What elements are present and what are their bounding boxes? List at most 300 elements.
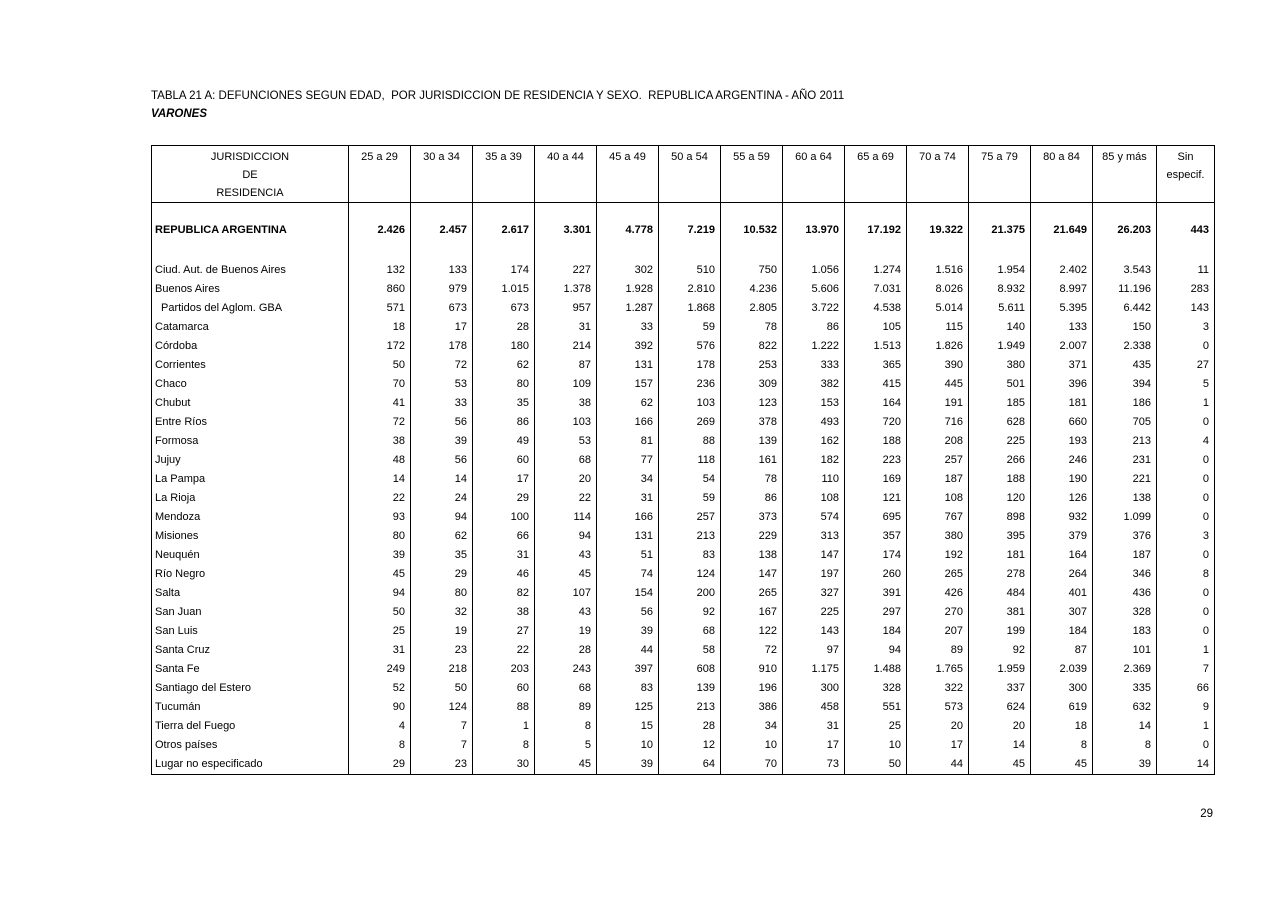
cell-value: 92 <box>969 641 1031 660</box>
cell-value: 94 <box>411 508 473 527</box>
header-row <box>152 146 1215 203</box>
cell-value: 218 <box>411 660 473 679</box>
cell-value: 93 <box>349 508 411 527</box>
cell-value: 6.442 <box>1093 299 1157 318</box>
cell-value: 200 <box>659 584 721 603</box>
cell-value: 143 <box>1157 299 1215 318</box>
cell-value: 17 <box>411 318 473 337</box>
cell-value: 28 <box>535 641 597 660</box>
cell-value: 5.395 <box>1031 299 1093 318</box>
row-label: La Pampa <box>152 470 349 489</box>
cell-value: 33 <box>411 394 473 413</box>
cell-value: 767 <box>907 508 969 527</box>
cell-value: 14 <box>349 470 411 489</box>
cell-value: 269 <box>659 413 721 432</box>
row-label: San Juan <box>152 603 349 622</box>
cell-value: 164 <box>845 394 907 413</box>
cell-value: 0 <box>1157 546 1215 565</box>
cell-value: 139 <box>721 432 783 451</box>
cell-value: 108 <box>907 489 969 508</box>
row-label: Buenos Aires <box>152 280 349 299</box>
cell-value: 0 <box>1157 622 1215 641</box>
table-row <box>152 451 1215 470</box>
cell-value: 395 <box>969 527 1031 546</box>
cell-value: 166 <box>597 413 659 432</box>
cell-value: 9 <box>1157 698 1215 717</box>
cell-value: 89 <box>907 641 969 660</box>
cell-value: 56 <box>597 603 659 622</box>
header-age-75-a-79: 75 a 79 <box>969 146 1031 203</box>
cell-value: 199 <box>969 622 1031 641</box>
header-jurisdiccion <box>152 146 349 203</box>
header-age-55-a-59: 55 a 59 <box>721 146 783 203</box>
cell-value: 88 <box>659 432 721 451</box>
cell-value: 70 <box>349 375 411 394</box>
cell-value: 1.513 <box>845 337 907 356</box>
cell-value: 576 <box>659 337 721 356</box>
cell-value: 2.039 <box>1031 660 1093 679</box>
cell-value: 1 <box>1157 394 1215 413</box>
cell-value: 73 <box>783 755 845 775</box>
spacer-cell <box>969 243 1031 261</box>
header-age-65-a-69: 65 a 69 <box>845 146 907 203</box>
cell-value: 443 <box>1157 203 1215 243</box>
header-age-40-a-44: 40 a 44 <box>535 146 597 203</box>
cell-value: 34 <box>597 470 659 489</box>
cell-value: 39 <box>597 622 659 641</box>
cell-value: 191 <box>907 394 969 413</box>
row-label: Misiones <box>152 527 349 546</box>
cell-value: 35 <box>411 546 473 565</box>
cell-value: 376 <box>1093 527 1157 546</box>
cell-value: 1.099 <box>1093 508 1157 527</box>
cell-value: 86 <box>473 413 535 432</box>
cell-value: 390 <box>907 356 969 375</box>
cell-value: 253 <box>721 356 783 375</box>
cell-value: 307 <box>1031 603 1093 622</box>
cell-value: 72 <box>411 356 473 375</box>
cell-value: 56 <box>411 413 473 432</box>
cell-value: 34 <box>721 717 783 736</box>
row-label-total: REPUBLICA ARGENTINA <box>152 203 349 243</box>
table-row <box>152 508 1215 527</box>
table-row <box>152 489 1215 508</box>
defunciones-table <box>151 145 1215 775</box>
cell-value: 382 <box>783 375 845 394</box>
header-sin-especif-line: Sin <box>1177 151 1194 163</box>
cell-value: 1.516 <box>907 261 969 280</box>
cell-value: 107 <box>535 584 597 603</box>
cell-value: 51 <box>597 546 659 565</box>
cell-value: 8.932 <box>969 280 1031 299</box>
cell-value: 94 <box>349 584 411 603</box>
cell-value: 166 <box>597 508 659 527</box>
cell-value: 23 <box>411 641 473 660</box>
spacer-cell <box>473 243 535 261</box>
cell-value: 188 <box>845 432 907 451</box>
cell-value: 3 <box>1157 318 1215 337</box>
cell-value: 17 <box>783 736 845 755</box>
cell-value: 118 <box>659 451 721 470</box>
cell-value: 608 <box>659 660 721 679</box>
header-age-35-a-39: 35 a 39 <box>473 146 535 203</box>
row-label: Santiago del Estero <box>152 679 349 698</box>
cell-value: 60 <box>473 451 535 470</box>
cell-value: 3.722 <box>783 299 845 318</box>
cell-value: 1.056 <box>783 261 845 280</box>
cell-value: 190 <box>1031 470 1093 489</box>
cell-value: 436 <box>1093 584 1157 603</box>
cell-value: 131 <box>597 527 659 546</box>
cell-value: 122 <box>721 622 783 641</box>
row-label: Santa Cruz <box>152 641 349 660</box>
cell-value: 21.649 <box>1031 203 1093 243</box>
cell-value: 346 <box>1093 565 1157 584</box>
row-label: Tierra del Fuego <box>152 717 349 736</box>
cell-value: 100 <box>473 508 535 527</box>
cell-value: 70 <box>721 755 783 775</box>
row-label: Salta <box>152 584 349 603</box>
cell-value: 313 <box>783 527 845 546</box>
cell-value: 7 <box>1157 660 1215 679</box>
cell-value: 72 <box>721 641 783 660</box>
cell-value: 0 <box>1157 603 1215 622</box>
cell-value: 501 <box>969 375 1031 394</box>
cell-value: 184 <box>1031 622 1093 641</box>
row-label: Ciud. Aut. de Buenos Aires <box>152 261 349 280</box>
spacer-cell <box>535 243 597 261</box>
cell-value: 2.369 <box>1093 660 1157 679</box>
cell-value: 133 <box>1031 318 1093 337</box>
cell-value: 2.007 <box>1031 337 1093 356</box>
cell-value: 81 <box>597 432 659 451</box>
cell-value: 445 <box>907 375 969 394</box>
cell-value: 59 <box>659 318 721 337</box>
cell-value: 33 <box>597 318 659 337</box>
cell-value: 101 <box>1093 641 1157 660</box>
table-row <box>152 755 1215 775</box>
cell-value: 11.196 <box>1093 280 1157 299</box>
cell-value: 401 <box>1031 584 1093 603</box>
cell-value: 300 <box>1031 679 1093 698</box>
cell-value: 52 <box>349 679 411 698</box>
row-label: Jujuy <box>152 451 349 470</box>
cell-value: 278 <box>969 565 1031 584</box>
cell-value: 1.765 <box>907 660 969 679</box>
row-label: Entre Ríos <box>152 413 349 432</box>
cell-value: 2.805 <box>721 299 783 318</box>
cell-value: 396 <box>1031 375 1093 394</box>
cell-value: 573 <box>907 698 969 717</box>
cell-value: 11 <box>1157 261 1215 280</box>
cell-value: 213 <box>1093 432 1157 451</box>
cell-value: 380 <box>907 527 969 546</box>
table-row <box>152 679 1215 698</box>
cell-value: 266 <box>969 451 1031 470</box>
table-row <box>152 261 1215 280</box>
cell-value: 154 <box>597 584 659 603</box>
cell-value: 185 <box>969 394 1031 413</box>
cell-value: 264 <box>1031 565 1093 584</box>
cell-value: 628 <box>969 413 1031 432</box>
spacer-row <box>152 243 1215 261</box>
cell-value: 328 <box>845 679 907 698</box>
table-row <box>152 413 1215 432</box>
cell-value: 58 <box>659 641 721 660</box>
cell-value: 7.219 <box>659 203 721 243</box>
cell-value: 184 <box>845 622 907 641</box>
cell-value: 225 <box>969 432 1031 451</box>
cell-value: 7.031 <box>845 280 907 299</box>
cell-value: 90 <box>349 698 411 717</box>
cell-value: 236 <box>659 375 721 394</box>
table-row <box>152 698 1215 717</box>
cell-value: 391 <box>845 584 907 603</box>
header-age-80-a-84: 80 a 84 <box>1031 146 1093 203</box>
cell-value: 123 <box>721 394 783 413</box>
cell-value: 426 <box>907 584 969 603</box>
cell-value: 673 <box>473 299 535 318</box>
cell-value: 45 <box>535 755 597 775</box>
cell-value: 14 <box>969 736 1031 755</box>
cell-value: 7 <box>411 736 473 755</box>
cell-value: 910 <box>721 660 783 679</box>
cell-value: 38 <box>535 394 597 413</box>
cell-value: 4.538 <box>845 299 907 318</box>
cell-value: 44 <box>597 641 659 660</box>
cell-value: 260 <box>845 565 907 584</box>
cell-value: 0 <box>1157 413 1215 432</box>
table-row <box>152 736 1215 755</box>
cell-value: 60 <box>473 679 535 698</box>
cell-value: 17 <box>907 736 969 755</box>
cell-value: 197 <box>783 565 845 584</box>
cell-value: 45 <box>1031 755 1093 775</box>
cell-value: 283 <box>1157 280 1215 299</box>
table-row <box>152 375 1215 394</box>
header-age-85-y-más: 85 y más <box>1093 146 1157 203</box>
spacer-cell <box>349 243 411 261</box>
cell-value: 619 <box>1031 698 1093 717</box>
cell-value: 66 <box>473 527 535 546</box>
cell-value: 4.778 <box>597 203 659 243</box>
cell-value: 39 <box>1093 755 1157 775</box>
cell-value: 86 <box>783 318 845 337</box>
cell-value: 183 <box>1093 622 1157 641</box>
cell-value: 673 <box>411 299 473 318</box>
table-row <box>152 660 1215 679</box>
cell-value: 39 <box>597 755 659 775</box>
cell-value: 64 <box>659 755 721 775</box>
cell-value: 53 <box>411 375 473 394</box>
spacer-cell <box>907 243 969 261</box>
cell-value: 381 <box>969 603 1031 622</box>
cell-value: 265 <box>907 565 969 584</box>
cell-value: 5 <box>535 736 597 755</box>
cell-value: 22 <box>473 641 535 660</box>
cell-value: 932 <box>1031 508 1093 527</box>
cell-value: 38 <box>349 432 411 451</box>
cell-value: 8 <box>1157 565 1215 584</box>
cell-value: 89 <box>535 698 597 717</box>
cell-value: 50 <box>845 755 907 775</box>
cell-value: 50 <box>349 603 411 622</box>
cell-value: 178 <box>411 337 473 356</box>
table-row <box>152 337 1215 356</box>
cell-value: 125 <box>597 698 659 717</box>
cell-value: 108 <box>783 489 845 508</box>
cell-value: 8.997 <box>1031 280 1093 299</box>
cell-value: 97 <box>783 641 845 660</box>
cell-value: 493 <box>783 413 845 432</box>
cell-value: 31 <box>535 318 597 337</box>
cell-value: 48 <box>349 451 411 470</box>
cell-value: 0 <box>1157 470 1215 489</box>
cell-value: 192 <box>907 546 969 565</box>
cell-value: 35 <box>473 394 535 413</box>
cell-value: 203 <box>473 660 535 679</box>
table-row <box>152 584 1215 603</box>
row-label: Neuquén <box>152 546 349 565</box>
document-subtitle: VARONES <box>151 108 208 120</box>
row-label: Mendoza <box>152 508 349 527</box>
cell-value: 24 <box>411 489 473 508</box>
cell-value: 26.203 <box>1093 203 1157 243</box>
cell-value: 1 <box>1157 717 1215 736</box>
cell-value: 3.301 <box>535 203 597 243</box>
cell-value: 62 <box>411 527 473 546</box>
cell-value: 186 <box>1093 394 1157 413</box>
cell-value: 8 <box>1093 736 1157 755</box>
cell-value: 174 <box>845 546 907 565</box>
cell-value: 132 <box>349 261 411 280</box>
cell-value: 386 <box>721 698 783 717</box>
cell-value: 19 <box>535 622 597 641</box>
cell-value: 15 <box>597 717 659 736</box>
cell-value: 80 <box>411 584 473 603</box>
cell-value: 2.402 <box>1031 261 1093 280</box>
cell-value: 38 <box>473 603 535 622</box>
cell-value: 138 <box>1093 489 1157 508</box>
spacer-cell <box>1093 243 1157 261</box>
cell-value: 39 <box>349 546 411 565</box>
cell-value: 68 <box>535 451 597 470</box>
row-label: Santa Fe <box>152 660 349 679</box>
cell-value: 335 <box>1093 679 1157 698</box>
cell-value: 2.426 <box>349 203 411 243</box>
cell-value: 169 <box>845 470 907 489</box>
cell-value: 3.543 <box>1093 261 1157 280</box>
cell-value: 86 <box>721 489 783 508</box>
cell-value: 19 <box>411 622 473 641</box>
cell-value: 162 <box>783 432 845 451</box>
cell-value: 660 <box>1031 413 1093 432</box>
cell-value: 164 <box>1031 546 1093 565</box>
cell-value: 221 <box>1093 470 1157 489</box>
cell-value: 28 <box>659 717 721 736</box>
cell-value: 371 <box>1031 356 1093 375</box>
cell-value: 1.015 <box>473 280 535 299</box>
cell-value: 750 <box>721 261 783 280</box>
cell-value: 0 <box>1157 489 1215 508</box>
cell-value: 56 <box>411 451 473 470</box>
cell-value: 10.532 <box>721 203 783 243</box>
header-age-50-a-54: 50 a 54 <box>659 146 721 203</box>
cell-value: 167 <box>721 603 783 622</box>
cell-value: 143 <box>783 622 845 641</box>
table-row-total <box>152 203 1215 243</box>
row-label: Corrientes <box>152 356 349 375</box>
cell-value: 54 <box>659 470 721 489</box>
cell-value: 80 <box>473 375 535 394</box>
row-label: Chaco <box>152 375 349 394</box>
spacer-cell <box>411 243 473 261</box>
cell-value: 379 <box>1031 527 1093 546</box>
cell-value: 105 <box>845 318 907 337</box>
cell-value: 378 <box>721 413 783 432</box>
cell-value: 188 <box>969 470 1031 489</box>
cell-value: 14 <box>1157 755 1215 775</box>
cell-value: 1.954 <box>969 261 1031 280</box>
cell-value: 181 <box>969 546 1031 565</box>
row-label: Tucumán <box>152 698 349 717</box>
cell-value: 571 <box>349 299 411 318</box>
cell-value: 124 <box>659 565 721 584</box>
cell-value: 300 <box>783 679 845 698</box>
header-jurisdiccion-line: JURISDICCION <box>210 151 290 163</box>
table-row <box>152 622 1215 641</box>
cell-value: 1.378 <box>535 280 597 299</box>
cell-value: 1.488 <box>845 660 907 679</box>
cell-value: 957 <box>535 299 597 318</box>
cell-value: 5.014 <box>907 299 969 318</box>
cell-value: 7 <box>411 717 473 736</box>
header-age-25-a-29: 25 a 29 <box>349 146 411 203</box>
cell-value: 720 <box>845 413 907 432</box>
spacer-cell <box>659 243 721 261</box>
cell-value: 4 <box>1157 432 1215 451</box>
table-row <box>152 318 1215 337</box>
cell-value: 62 <box>473 356 535 375</box>
row-label: Partidos del Aglom. GBA <box>152 299 349 318</box>
cell-value: 27 <box>1157 356 1215 375</box>
cell-value: 22 <box>535 489 597 508</box>
cell-value: 50 <box>349 356 411 375</box>
cell-value: 243 <box>535 660 597 679</box>
cell-value: 695 <box>845 508 907 527</box>
header-age-30-a-34: 30 a 34 <box>411 146 473 203</box>
cell-value: 21.375 <box>969 203 1031 243</box>
spacer-cell <box>152 243 349 261</box>
cell-value: 822 <box>721 337 783 356</box>
cell-value: 18 <box>349 318 411 337</box>
cell-value: 121 <box>845 489 907 508</box>
cell-value: 265 <box>721 584 783 603</box>
cell-value: 1.274 <box>845 261 907 280</box>
cell-value: 0 <box>1157 584 1215 603</box>
cell-value: 484 <box>969 584 1031 603</box>
cell-value: 72 <box>349 413 411 432</box>
cell-value: 1 <box>473 717 535 736</box>
table-row <box>152 432 1215 451</box>
cell-value: 207 <box>907 622 969 641</box>
cell-value: 46 <box>473 565 535 584</box>
cell-value: 59 <box>659 489 721 508</box>
table-row <box>152 641 1215 660</box>
cell-value: 126 <box>1031 489 1093 508</box>
cell-value: 1.287 <box>597 299 659 318</box>
cell-value: 172 <box>349 337 411 356</box>
